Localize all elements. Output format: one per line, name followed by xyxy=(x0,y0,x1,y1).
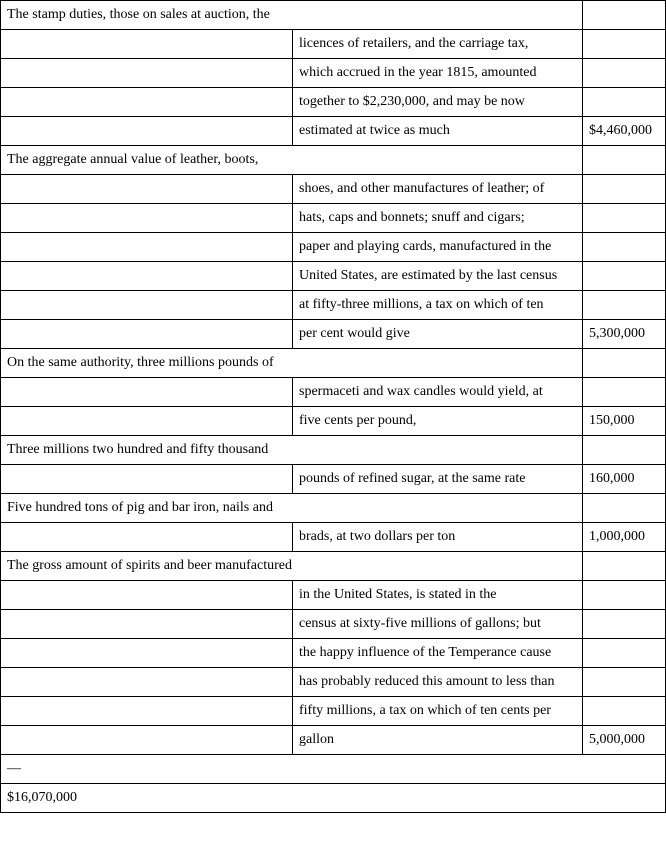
amount-cell xyxy=(583,494,666,523)
amount-cell xyxy=(583,175,666,204)
amount-cell: 1,000,000 xyxy=(583,523,666,552)
indent-cell xyxy=(1,465,293,494)
amount-cell xyxy=(583,59,666,88)
item-continuation-text: licences of retailers, and the carriage tax, xyxy=(293,30,583,59)
indent-cell xyxy=(1,233,293,262)
amount-cell xyxy=(583,581,666,610)
item-continuation-text: the happy influence of the Temperance cause xyxy=(293,639,583,668)
amount-cell: 160,000 xyxy=(583,465,666,494)
table-row xyxy=(1,117,666,146)
table-row xyxy=(1,320,666,349)
indent-cell xyxy=(1,697,293,726)
table-row xyxy=(1,697,666,726)
item-continuation-text: estimated at twice as much xyxy=(293,117,583,146)
indent-cell xyxy=(1,726,293,755)
table-row xyxy=(1,668,666,697)
indent-cell xyxy=(1,320,293,349)
table-row xyxy=(1,552,666,581)
item-continuation-text: brads, at two dollars per ton xyxy=(293,523,583,552)
table-row xyxy=(1,755,666,784)
table-row xyxy=(1,407,666,436)
item-continuation-text: which accrued in the year 1815, amounted xyxy=(293,59,583,88)
indent-cell xyxy=(1,668,293,697)
sum-rule: — xyxy=(1,755,666,784)
amount-cell xyxy=(583,30,666,59)
grand-total: $16,070,000 xyxy=(1,784,666,813)
table-row xyxy=(1,436,666,465)
amount-cell: $4,460,000 xyxy=(583,117,666,146)
amount-cell xyxy=(583,610,666,639)
table-row xyxy=(1,88,666,117)
table-row xyxy=(1,523,666,552)
amount-cell xyxy=(583,668,666,697)
table-row xyxy=(1,233,666,262)
indent-cell xyxy=(1,378,293,407)
amount-cell: 5,000,000 xyxy=(583,726,666,755)
table-row xyxy=(1,581,666,610)
table-row xyxy=(1,726,666,755)
item-continuation-text: in the United States, is stated in the xyxy=(293,581,583,610)
indent-cell xyxy=(1,175,293,204)
item-continuation-text: shoes, and other manufactures of leather; of xyxy=(293,175,583,204)
indent-cell xyxy=(1,88,293,117)
indent-cell xyxy=(1,639,293,668)
item-continuation-text: spermaceti and wax candles would yield, at xyxy=(293,378,583,407)
item-lead-text: Five hundred tons of pig and bar iron, nails and xyxy=(1,494,583,523)
item-continuation-text: pounds of refined sugar, at the same rate xyxy=(293,465,583,494)
table-row xyxy=(1,204,666,233)
indent-cell xyxy=(1,262,293,291)
table-row xyxy=(1,30,666,59)
item-lead-text: The aggregate annual value of leather, boots, xyxy=(1,146,583,175)
table-row xyxy=(1,262,666,291)
table-row xyxy=(1,639,666,668)
table-body xyxy=(1,1,666,813)
item-continuation-text: paper and playing cards, manufactured in the xyxy=(293,233,583,262)
table-row xyxy=(1,349,666,378)
table-row xyxy=(1,378,666,407)
item-continuation-text: census at sixty-five millions of gallons; but xyxy=(293,610,583,639)
item-continuation-text: gallon xyxy=(293,726,583,755)
amount-cell xyxy=(583,552,666,581)
indent-cell xyxy=(1,610,293,639)
table-row xyxy=(1,494,666,523)
table-row xyxy=(1,784,666,813)
amount-cell: 150,000 xyxy=(583,407,666,436)
table-row xyxy=(1,175,666,204)
amount-cell xyxy=(583,639,666,668)
table-row xyxy=(1,465,666,494)
amount-cell xyxy=(583,88,666,117)
item-continuation-text: United States, are estimated by the last census xyxy=(293,262,583,291)
amount-cell xyxy=(583,146,666,175)
indent-cell xyxy=(1,30,293,59)
indent-cell xyxy=(1,59,293,88)
amount-cell xyxy=(583,233,666,262)
item-continuation-text: fifty millions, a tax on which of ten cents per xyxy=(293,697,583,726)
amount-cell xyxy=(583,291,666,320)
item-continuation-text: hats, caps and bonnets; snuff and cigars; xyxy=(293,204,583,233)
table-row xyxy=(1,59,666,88)
amount-cell xyxy=(583,349,666,378)
item-lead-text: The stamp duties, those on sales at auction, the xyxy=(1,1,583,30)
amount-cell xyxy=(583,1,666,30)
table-row xyxy=(1,146,666,175)
amount-cell xyxy=(583,378,666,407)
item-lead-text: Three millions two hundred and fifty thousand xyxy=(1,436,583,465)
table-row xyxy=(1,610,666,639)
item-continuation-text: has probably reduced this amount to less than xyxy=(293,668,583,697)
table-row xyxy=(1,291,666,320)
amount-cell xyxy=(583,262,666,291)
item-continuation-text: at fifty-three millions, a tax on which of ten xyxy=(293,291,583,320)
item-continuation-text: five cents per pound, xyxy=(293,407,583,436)
amount-cell xyxy=(583,697,666,726)
table-row xyxy=(1,1,666,30)
item-lead-text: The gross amount of spirits and beer manufactured xyxy=(1,552,583,581)
indent-cell xyxy=(1,291,293,320)
amount-cell xyxy=(583,204,666,233)
item-continuation-text: together to $2,230,000, and may be now xyxy=(293,88,583,117)
item-lead-text: On the same authority, three millions pounds of xyxy=(1,349,583,378)
indent-cell xyxy=(1,523,293,552)
indent-cell xyxy=(1,117,293,146)
indent-cell xyxy=(1,407,293,436)
indent-cell xyxy=(1,581,293,610)
amount-cell: 5,300,000 xyxy=(583,320,666,349)
indent-cell xyxy=(1,204,293,233)
item-continuation-text: per cent would give xyxy=(293,320,583,349)
amount-cell xyxy=(583,436,666,465)
